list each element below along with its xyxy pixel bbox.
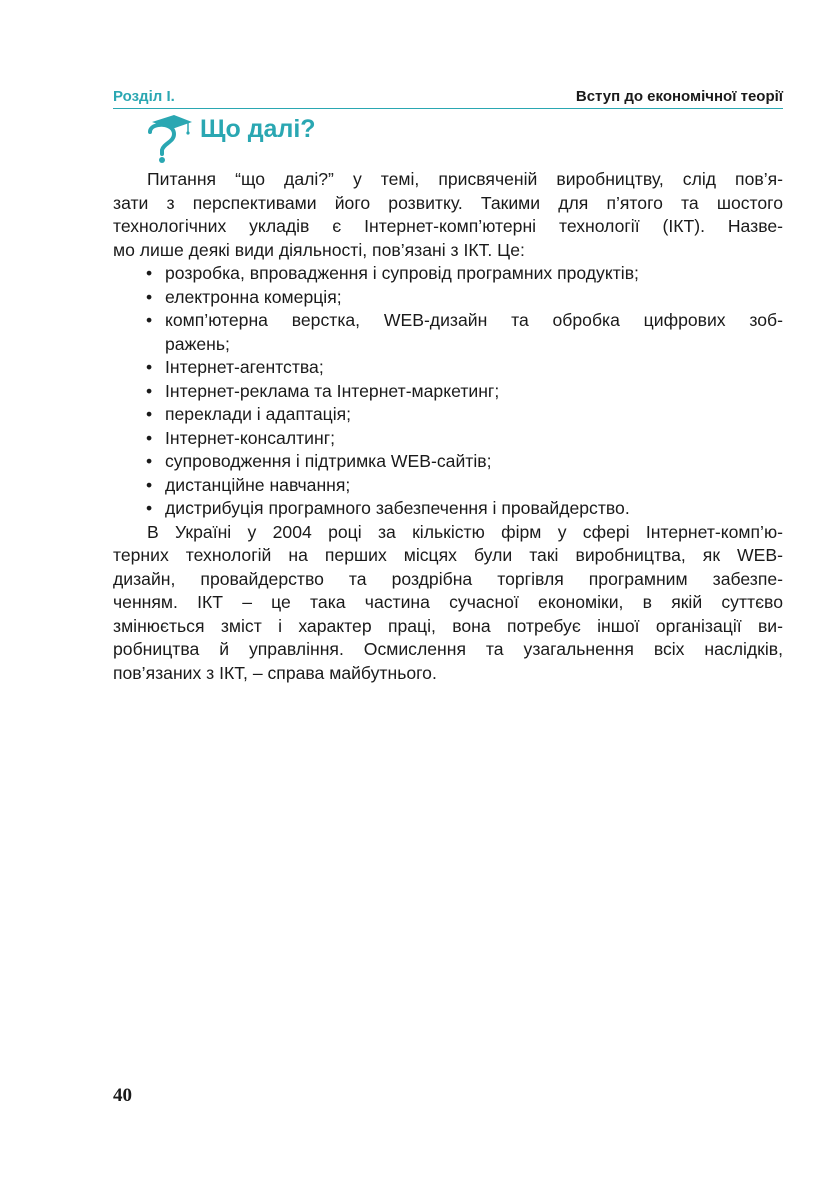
list-item xyxy=(113,286,783,310)
body-text xyxy=(113,168,783,685)
list-item xyxy=(113,427,783,451)
paragraph-conclusion xyxy=(113,521,783,686)
list-item xyxy=(113,497,783,521)
page-number: 40 xyxy=(113,1085,132,1106)
text-line: Питання “що далі?” у темі, присвяченій виробництву, слід пов’я- xyxy=(147,169,783,189)
list-item-text: Інтернет-консалтинг; xyxy=(165,427,336,448)
list-item xyxy=(113,450,783,474)
list-item-text: переклади і адаптація; xyxy=(165,404,352,424)
list-item-text: Інтернет-реклама та Інтернет-маркетинг; xyxy=(165,380,500,401)
bullet-marker: • xyxy=(146,380,153,401)
text-line: мо лише деякі види діяльності, пов’язані з ІКТ. Це: xyxy=(113,239,525,260)
bullet-marker: • xyxy=(146,427,153,448)
text-line: терних технологій на перших місцях були такі виробництва, як WEB- xyxy=(113,545,783,565)
bullet-marker: • xyxy=(146,404,153,424)
list-item-text: розробка, впровадження і супровід програмних продуктів; xyxy=(165,263,639,283)
list-item-text: Інтернет-агентства; xyxy=(165,357,324,377)
list-item xyxy=(113,262,783,286)
list-item-text: дистанційне навчання; xyxy=(165,474,351,495)
text-line: робництва й управління. Осмислення та узагальнення всіх наслідків, xyxy=(113,639,783,659)
list-item-text: супроводження і підтримка WEB-сайтів; xyxy=(165,451,492,471)
list-item xyxy=(113,380,783,404)
bullet-marker: • xyxy=(146,474,153,495)
paragraph-intro xyxy=(113,168,783,262)
list-item xyxy=(113,309,783,333)
text-line: змінюється зміст і характер праці, вона потребує іншої організації ви- xyxy=(113,615,783,636)
list-item xyxy=(113,474,783,498)
list-item-continuation: ражень; xyxy=(165,333,230,354)
list-item-text: електронна комерція; xyxy=(165,286,342,307)
text-line: дизайн, провайдерство та роздрібна торгівля програмним забезпе- xyxy=(113,568,783,589)
text-line: В Україні у 2004 році за кількістю фірм у сфері Інтернет-комп’ю- xyxy=(147,521,783,542)
list-item-text: комп’ютерна верстка, WEB-дизайн та обробка цифрових зоб- xyxy=(165,310,783,330)
bullet-marker: • xyxy=(146,357,153,377)
text-line: пов’язаних з ІКТ, – справа майбутнього. xyxy=(113,662,437,683)
bullet-marker: • xyxy=(146,263,153,283)
text-line: зати з перспективами його розвитку. Такими для п’ятого та шостого xyxy=(113,192,783,213)
text-line: технологічних укладів є Інтернет-комп’ютерні технології (ІКТ). Назве- xyxy=(113,216,783,236)
bullet-list xyxy=(113,262,783,521)
list-item xyxy=(113,403,783,427)
list-item xyxy=(113,356,783,380)
question-mark-graduation-cap-icon xyxy=(144,112,192,164)
header-book-title: Вступ до економічної теорії xyxy=(575,88,783,105)
list-item-text: дистрибуція програмного забезпечення і провайдерство. xyxy=(165,498,630,518)
bullet-marker: • xyxy=(146,451,153,471)
running-header xyxy=(113,88,783,109)
bullet-marker: • xyxy=(146,310,153,330)
text-line: ченням. ІКТ – це така частина сучасної економіки, в якій суттєво xyxy=(113,592,783,612)
section-title: Що далі? xyxy=(200,115,316,143)
bullet-marker: • xyxy=(146,286,153,307)
header-section-label: Розділ І. xyxy=(113,88,175,105)
bullet-marker: • xyxy=(146,498,153,518)
